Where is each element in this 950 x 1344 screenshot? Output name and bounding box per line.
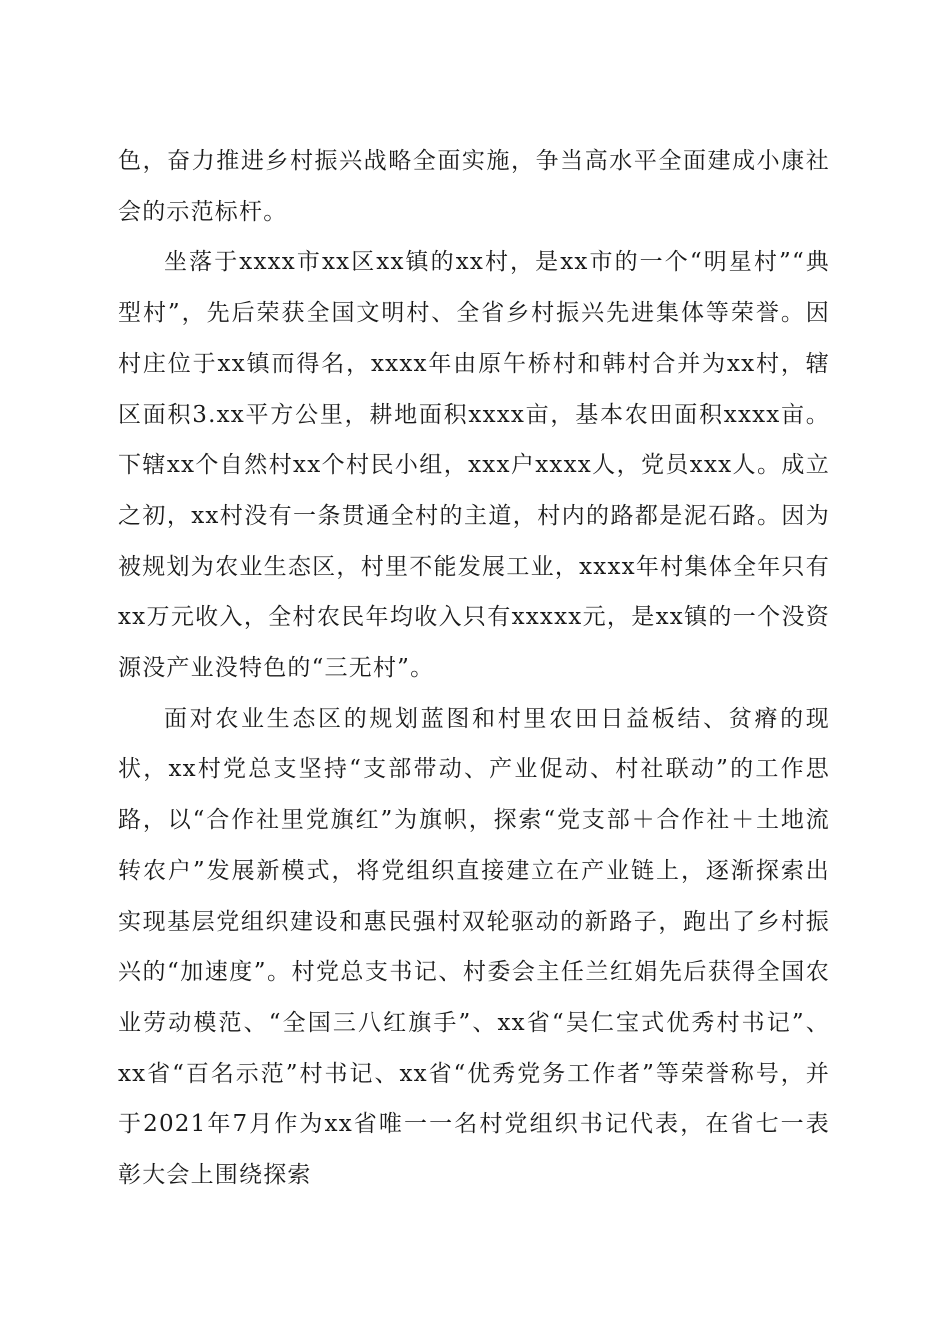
paragraph-3: 面对农业生态区的规划蓝图和村里农田日益板结、贫瘠的现状，xx村党总支坚持“支部带动、产业促动、村社联动”的工作思路，以“合作社里党旗红”为旗帜，探索“党支部＋合作社＋土地流转农户”发展新模式，将党组织直接建立在产业链上，逐渐探索出实现基层党组织建设和惠民强村双轮驱动的新路子，跑出了乡村振兴的“加速度”。村党总支书记、村委会主任兰红娟先后获得全国农业劳动模范、“全国三八红旗手”、xx省“吴仁宝式优秀村书记”、xx省“百名示范”村书记、xx省“优秀党务工作者”等荣誉称号，并于2021年7月作为xx省唯一一名村党组织书记代表，在省七一表彰大会上围绕探索 <box>118 705 830 1189</box>
document-body <box>118 136 830 1201</box>
paragraph-2: 坐落于xxxx市xx区xx镇的xx村，是xx市的一个“明星村”“典型村”，先后荣获全国文明村、全省乡村振兴先进集体等荣誉。因村庄位于xx镇而得名，xxxx年由原午桥村和韩村合并为xx村，辖区面积3.xx平方公里，耕地面积xxxx亩，基本农田面积xxxx亩。下辖xx个自然村xx个村民小组，xxx户xxxx人，党员xxx人。成立之初，xx村没有一条贯通全村的主道，村内的路都是泥石路。因为被规划为农业生态区，村里不能发展工业，xxxx年村集体全年只有xx万元收入，全村农民年均收入只有xxxxx元，是xx镇的一个没资源没产业没特色的“三无村”。 <box>118 249 830 682</box>
paragraph-1: 色，奋力推进乡村振兴战略全面实施，争当高水平全面建成小康社会的示范标杆。 <box>118 148 830 225</box>
